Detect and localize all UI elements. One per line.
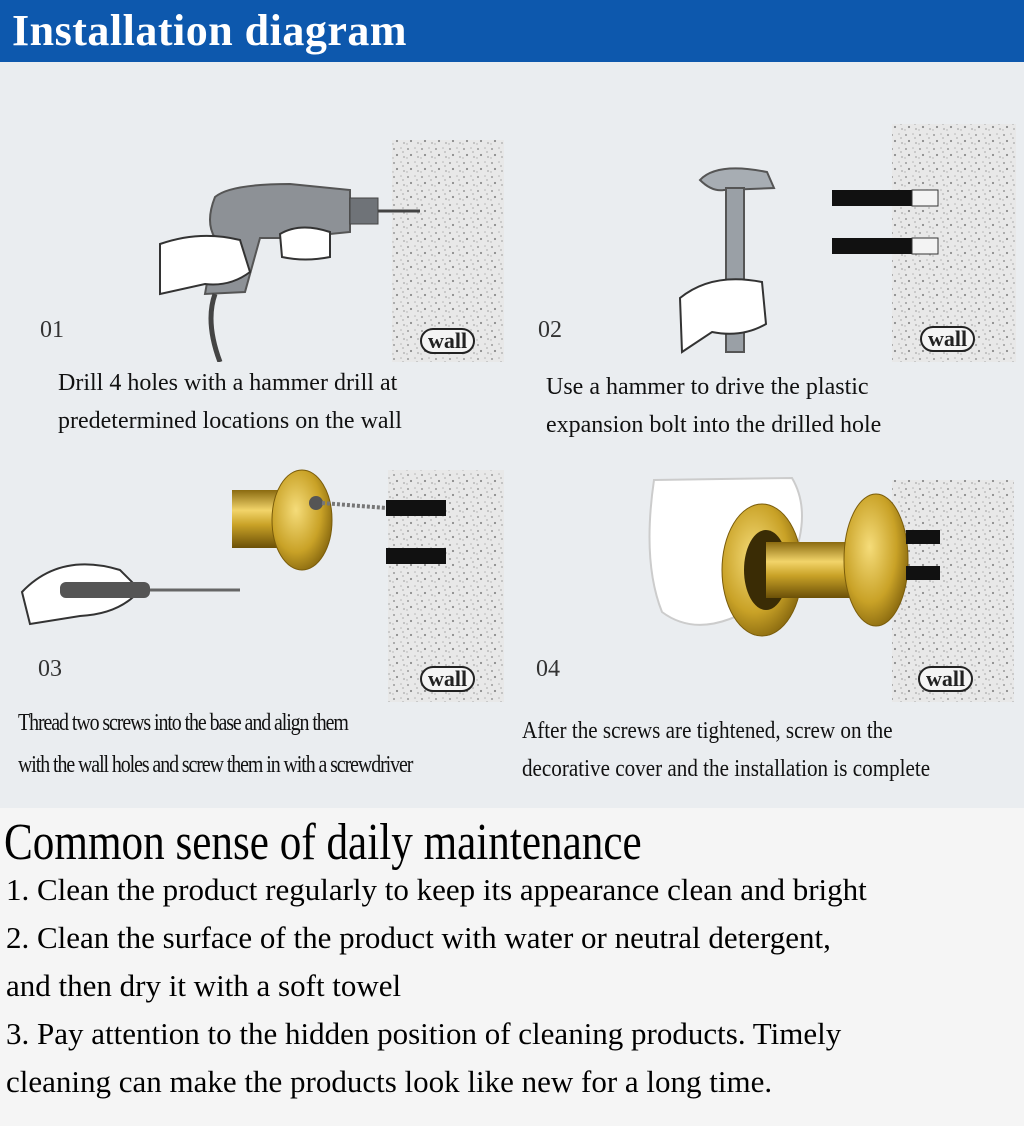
step-number: 01 xyxy=(40,317,64,343)
caption-line: Drill 4 holes with a hammer drill at xyxy=(58,370,398,396)
step-number: 02 xyxy=(538,317,562,343)
step-number: 03 xyxy=(38,656,62,682)
screwdriver-illustration xyxy=(0,402,512,702)
header-bar xyxy=(0,0,1024,62)
step-03 xyxy=(0,402,512,778)
step-02 xyxy=(512,62,1024,438)
maintenance-section xyxy=(0,808,1024,1126)
flange-icon xyxy=(272,470,332,570)
caption-line: expansion bolt into the drilled hole xyxy=(546,412,882,438)
wall-label: wall xyxy=(420,328,475,354)
wall-label: wall xyxy=(420,666,475,692)
wall-label: wall xyxy=(918,666,973,692)
expansion-bolt-icon xyxy=(832,190,912,206)
caption-line: Thread two screws into the base and align them xyxy=(18,710,348,736)
maintenance-item: 2. Clean the surface of the product with water or neutral detergent, xyxy=(6,920,831,955)
step-caption xyxy=(522,712,930,788)
caption-line: with the wall holes and screw them in with a screwdriver xyxy=(18,752,413,778)
flange-icon xyxy=(844,494,908,626)
expansion-bolt-icon xyxy=(832,238,912,254)
maintenance-item: 3. Pay attention to the hidden position of cleaning products. Timely xyxy=(6,1016,842,1051)
step-caption xyxy=(18,702,412,786)
cover-illustration xyxy=(512,402,1024,702)
step-number: 04 xyxy=(536,656,560,682)
maintenance-item: 1. Clean the product regularly to keep its appearance clean and bright xyxy=(6,872,867,907)
screwdriver-icon xyxy=(60,582,150,598)
installation-diagram xyxy=(0,62,1024,808)
page-title: Installation diagram xyxy=(12,6,408,55)
wall-label: wall xyxy=(920,326,975,352)
drill-illustration xyxy=(0,62,512,362)
caption-line: predetermined locations on the wall xyxy=(58,408,402,434)
step-04 xyxy=(512,402,1024,782)
step-01 xyxy=(0,62,512,434)
caption-line: decorative cover and the installation is complete xyxy=(522,756,931,782)
maintenance-item: and then dry it with a soft towel xyxy=(6,968,402,1003)
maintenance-item: cleaning can make the products look like new for a long time. xyxy=(6,1064,773,1099)
caption-line: Use a hammer to drive the plastic xyxy=(546,374,869,400)
caption-line: After the screws are tightened, screw on the xyxy=(522,718,893,744)
maintenance-title: Common sense of daily maintenance xyxy=(4,814,642,871)
hammer-illustration xyxy=(512,62,1024,362)
